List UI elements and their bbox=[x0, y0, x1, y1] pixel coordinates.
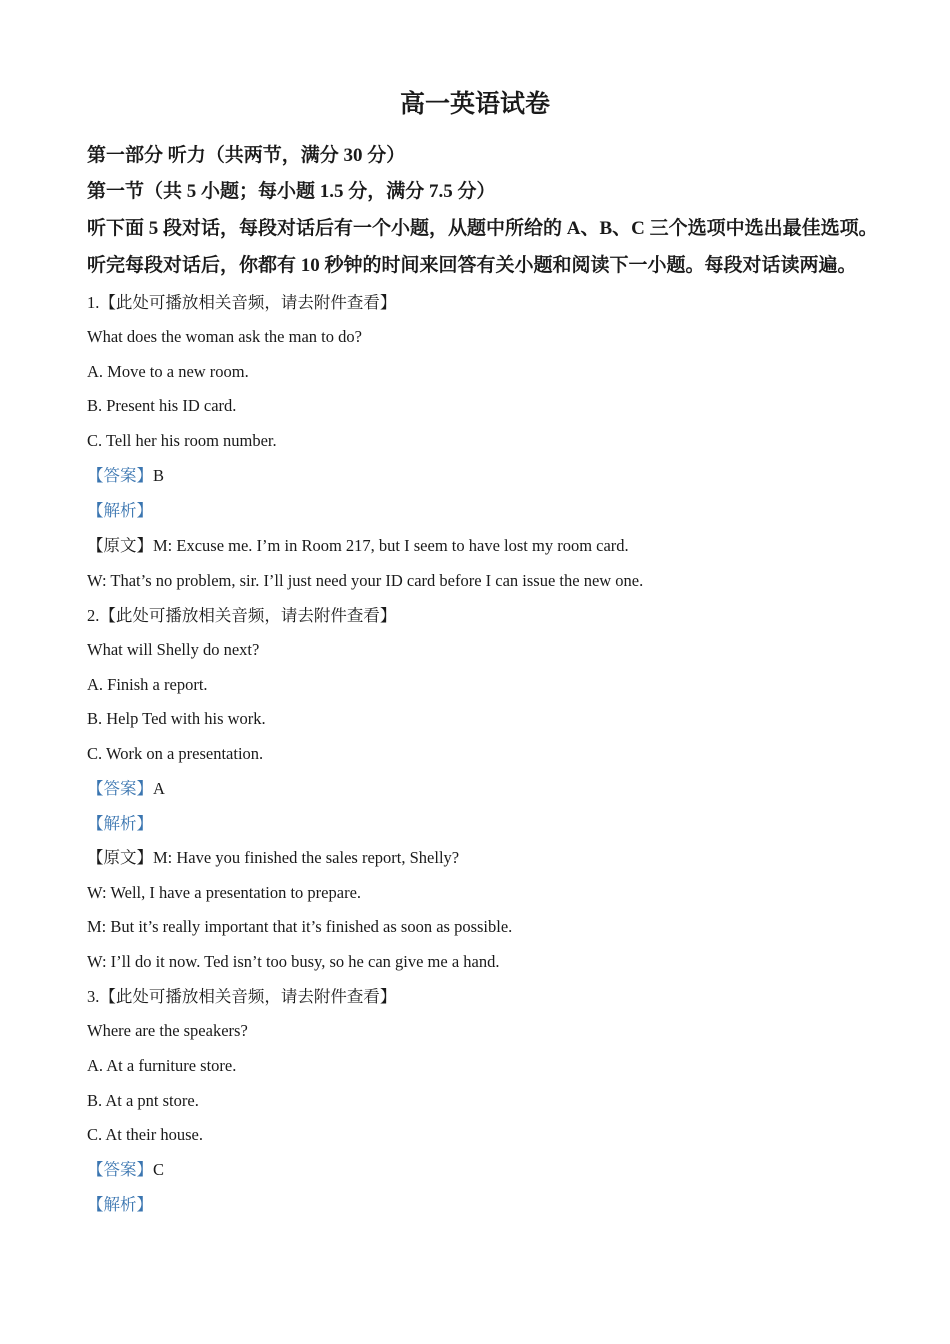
question-2-transcript-1 bbox=[87, 847, 459, 869]
original-label: 【原文】 bbox=[87, 848, 153, 867]
audio-note: 【此处可播放相关音频，请去附件查看】 bbox=[99, 293, 397, 312]
question-3-text: Where are the speakers? bbox=[87, 1021, 248, 1040]
question-1-option-c: C. Tell her his room number. bbox=[87, 431, 277, 450]
question-2-analysis-label: 【解析】 bbox=[87, 814, 153, 833]
question-1-header bbox=[87, 292, 396, 314]
question-2-option-c: C. Work on a presentation. bbox=[87, 744, 264, 763]
question-number: 1. bbox=[87, 293, 100, 312]
answer-value: C bbox=[153, 1160, 165, 1179]
question-2-header bbox=[87, 605, 396, 627]
question-3-option-b: B. At a pnt store. bbox=[87, 1091, 199, 1110]
answer-value: B bbox=[153, 466, 165, 485]
audio-note: 【此处可播放相关音频，请去附件查看】 bbox=[99, 987, 397, 1006]
answer-value: A bbox=[153, 779, 165, 798]
answer-label: 【答案】 bbox=[87, 779, 153, 798]
question-2-transcript-3: M: But it’s really important that it’s finished as soon as possible. bbox=[87, 917, 513, 936]
question-3-header bbox=[87, 986, 396, 1008]
question-1-transcript-2: W: That’s no problem, sir. I’ll just need your ID card before I can issue the new one. bbox=[87, 571, 644, 590]
audio-note: 【此处可播放相关音频，请去附件查看】 bbox=[99, 606, 397, 625]
transcript-text: M: Excuse me. I’m in Room 217, but I seem to have lost my room card. bbox=[153, 536, 629, 555]
question-3-option-a: A. At a furniture store. bbox=[87, 1056, 237, 1075]
question-3-option-c: C. At their house. bbox=[87, 1125, 203, 1144]
question-3-analysis-label: 【解析】 bbox=[87, 1195, 153, 1214]
question-2-transcript-2: W: Well, I have a presentation to prepare. bbox=[87, 883, 362, 902]
question-1-answer bbox=[87, 465, 164, 487]
question-2-option-a: A. Finish a report. bbox=[87, 675, 208, 694]
transcript-text: M: Have you finished the sales report, Shelly? bbox=[153, 848, 460, 867]
original-label: 【原文】 bbox=[87, 536, 153, 555]
question-1-transcript-1 bbox=[87, 535, 629, 557]
question-2-text: What will Shelly do next? bbox=[87, 640, 260, 659]
question-number: 3. bbox=[87, 987, 100, 1006]
answer-label: 【答案】 bbox=[87, 1160, 153, 1179]
instruction-line-2: 听完每段对话后，你都有 10 秒钟的时间来回答有关小题和阅读下一小题。每段对话读两遍。 bbox=[87, 255, 857, 276]
question-3-answer bbox=[87, 1159, 164, 1181]
question-1-option-a: A. Move to a new room. bbox=[87, 362, 249, 381]
part-heading: 第一节（共 5 小题；每小题 1.5 分，满分 7.5 分） bbox=[87, 181, 496, 202]
question-number: 2. bbox=[87, 606, 100, 625]
question-2-transcript-4: W: I’ll do it now. Ted isn’t too busy, so he can give me a hand. bbox=[87, 952, 500, 971]
page-title: 高一英语试卷 bbox=[399, 91, 550, 118]
answer-label: 【答案】 bbox=[87, 466, 153, 485]
question-2-answer bbox=[87, 778, 165, 800]
instruction-line-1: 听下面 5 段对话，每段对话后有一个小题，从题中所给的 A、B、C 三个选项中选出最佳选项。 bbox=[87, 218, 878, 239]
question-2-option-b: B. Help Ted with his work. bbox=[87, 709, 266, 728]
question-1-option-b: B. Present his ID card. bbox=[87, 396, 237, 415]
question-1-analysis-label: 【解析】 bbox=[87, 501, 153, 520]
section-heading: 第一部分 听力（共两节，满分 30 分） bbox=[87, 145, 406, 166]
question-1-text: What does the woman ask the man to do? bbox=[87, 327, 362, 346]
